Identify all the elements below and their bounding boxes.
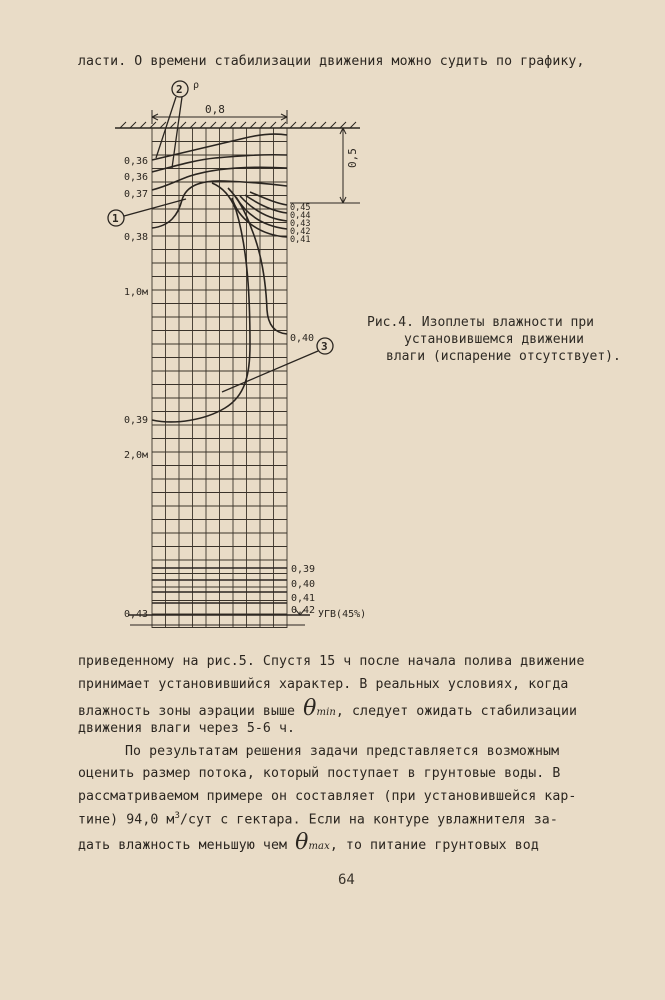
body-line-9-a: дать влажность меньшую чем <box>78 838 288 853</box>
body-line-9-b: , то питание грунтовых вод <box>329 838 539 853</box>
width-label: 0,8 <box>205 103 225 116</box>
caption-line-1: Рис.4. Изоплеты влажности при <box>367 315 594 330</box>
right-label-042: 0,42 <box>290 227 311 237</box>
right-lower-label-042: 0,42 <box>291 605 316 616</box>
left-label-depth-1m: 1,0м <box>124 287 149 298</box>
left-label-3: 0,37 <box>124 189 149 200</box>
left-label-depth-2m: 2,0м <box>124 450 149 461</box>
left-label-4: 0,38 <box>124 232 149 243</box>
left-label-1: 0,36 <box>124 156 149 167</box>
right-label-043: 0,43 <box>290 219 311 229</box>
callout-3-label: 3 <box>321 340 328 353</box>
cubic-sup: 3 <box>174 811 181 821</box>
body-line-3-a: влажность зоны аэрации выше <box>78 704 296 719</box>
isopleth-045 <box>250 192 287 205</box>
right-lower-label-041: 0,41 <box>291 593 316 604</box>
body-line-6: оценить размер потока, который поступает в грунтовые воды. В <box>78 766 561 781</box>
body-line-5: По результатам решения задачи представляется возможным <box>125 744 560 759</box>
right-lower-label-039: 0,39 <box>291 564 316 575</box>
caption-line-2: установившемся движении <box>404 332 585 347</box>
body-line-3-b: , следует ожидать стабилизации <box>335 704 578 719</box>
body-line-8 <box>78 811 558 827</box>
body-line-7: рассматриваемом примере он составляет (при установившейся кар- <box>78 789 577 804</box>
ugv-label: УГВ(45%) <box>318 609 367 620</box>
body-line-9 <box>78 830 539 855</box>
text-line-top: ласти. О времени стабилизации движения можно судить по графику, <box>78 54 585 69</box>
body-line-2: принимает установившийся характер. В реальных условиях, когда <box>78 677 569 692</box>
right-label-040: 0,40 <box>290 333 315 344</box>
body-line-4: движения влаги через 5-6 ч. <box>78 721 296 736</box>
depth-label: 0,5 <box>346 148 359 168</box>
theta-min-sub: min <box>316 707 336 718</box>
callout-2-mark: ρ <box>193 80 200 91</box>
theta-min-symbol: θ <box>303 696 317 721</box>
left-label-2: 0,36 <box>124 172 149 183</box>
right-label-044: 0,44 <box>290 211 311 221</box>
body-line-8-b: /сут с гектара. Если на контуре увлажнителя за- <box>180 812 558 828</box>
right-lower-label-040: 0,40 <box>291 579 316 590</box>
theta-max-symbol: θ <box>295 830 309 855</box>
groundwater-level <box>128 609 310 625</box>
right-label-041: 0,41 <box>290 235 311 245</box>
right-label-045: 0,45 <box>290 203 311 213</box>
body-line-1: приведенному на рис.5. Спустя 15 ч после начала полива движение <box>78 654 585 669</box>
callout-2-label: 2 <box>176 83 183 96</box>
body-line-3 <box>78 696 577 721</box>
left-label-5: 0,39 <box>124 415 149 426</box>
page-number: 64 <box>338 872 355 888</box>
left-label-6: 0,43 <box>124 609 149 620</box>
callout-3 <box>222 338 333 392</box>
callout-1-label: 1 <box>112 212 119 225</box>
caption-line-3: влаги (испарение отсутствует). <box>386 349 621 364</box>
callout-1 <box>108 199 186 226</box>
theta-max-sub: max <box>308 841 330 852</box>
body-line-8-a: тине) 94,0 м <box>78 812 175 828</box>
